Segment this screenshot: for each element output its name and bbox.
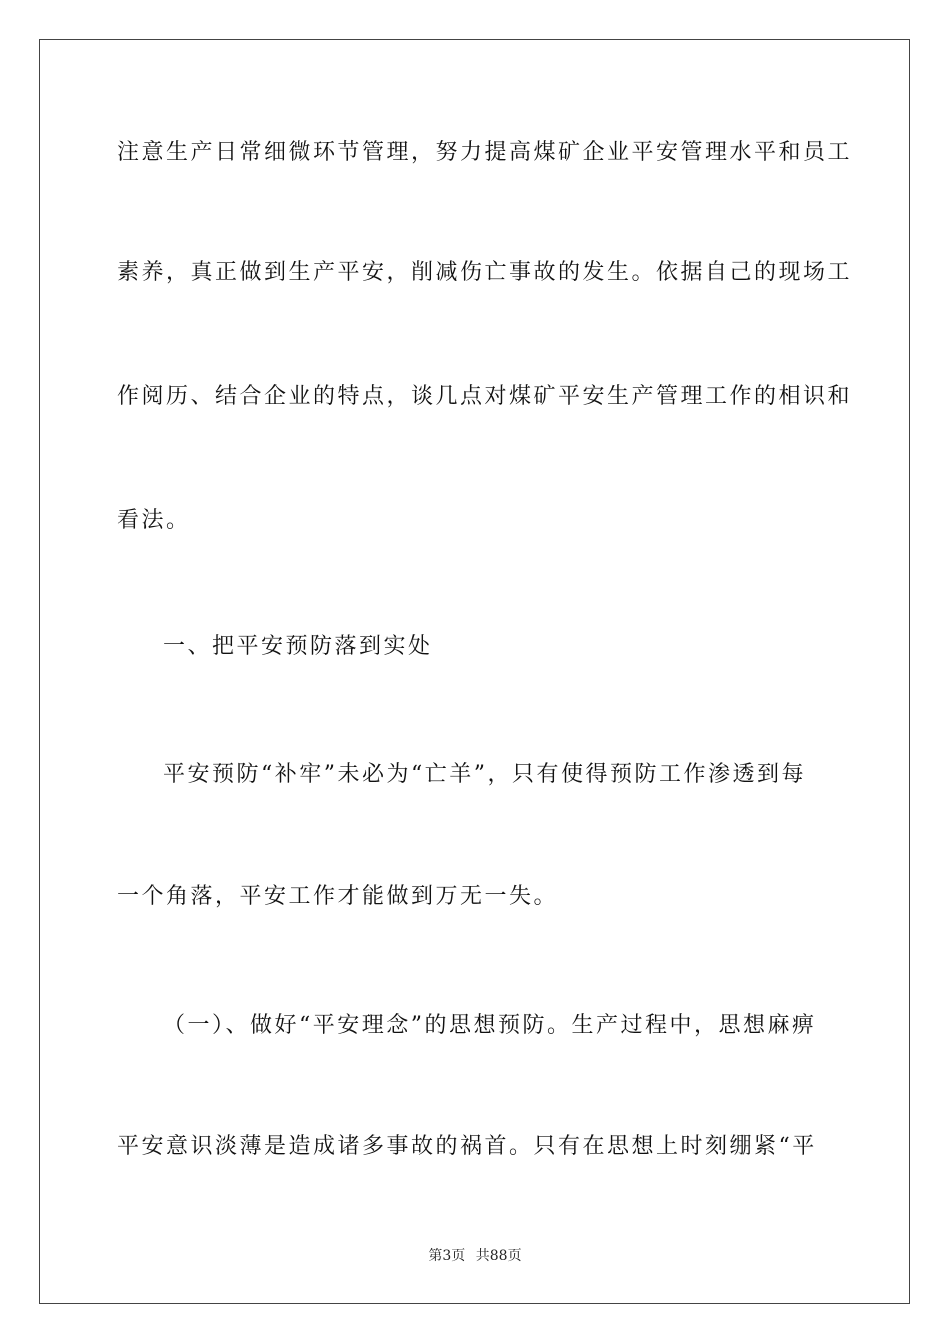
text-line-4: 看法。	[117, 508, 191, 533]
text-line-1: 注意生产日常细微环节管理，努力提高煤矿企业平安管理水平和员工	[117, 140, 853, 165]
section-heading: 一、把平安预防落到实处	[163, 634, 433, 659]
text-line-8: （一）、做好“平安理念”的思想预防。生产过程中，思想麻痹	[163, 1013, 817, 1038]
text-line-7: 一个角落，平安工作才能做到万无一失。	[117, 884, 559, 909]
text-line-3: 作阅历、结合企业的特点，谈几点对煤矿平安生产管理工作的相识和	[117, 384, 853, 409]
page-border	[39, 39, 910, 1304]
page-total: 共88页	[475, 1248, 522, 1264]
text-line-9: 平安意识淡薄是造成诸多事故的祸首。只有在思想上时刻绷紧“平	[117, 1134, 817, 1159]
text-line-2: 素养，真正做到生产平安，削减伤亡事故的发生。依据自己的现场工	[117, 260, 853, 285]
text-line-6: 平安预防“补牢”未必为“亡羊”，只有使得预防工作渗透到每	[163, 762, 806, 787]
page-number: 第3页	[428, 1248, 466, 1264]
page-footer	[0, 1246, 950, 1266]
